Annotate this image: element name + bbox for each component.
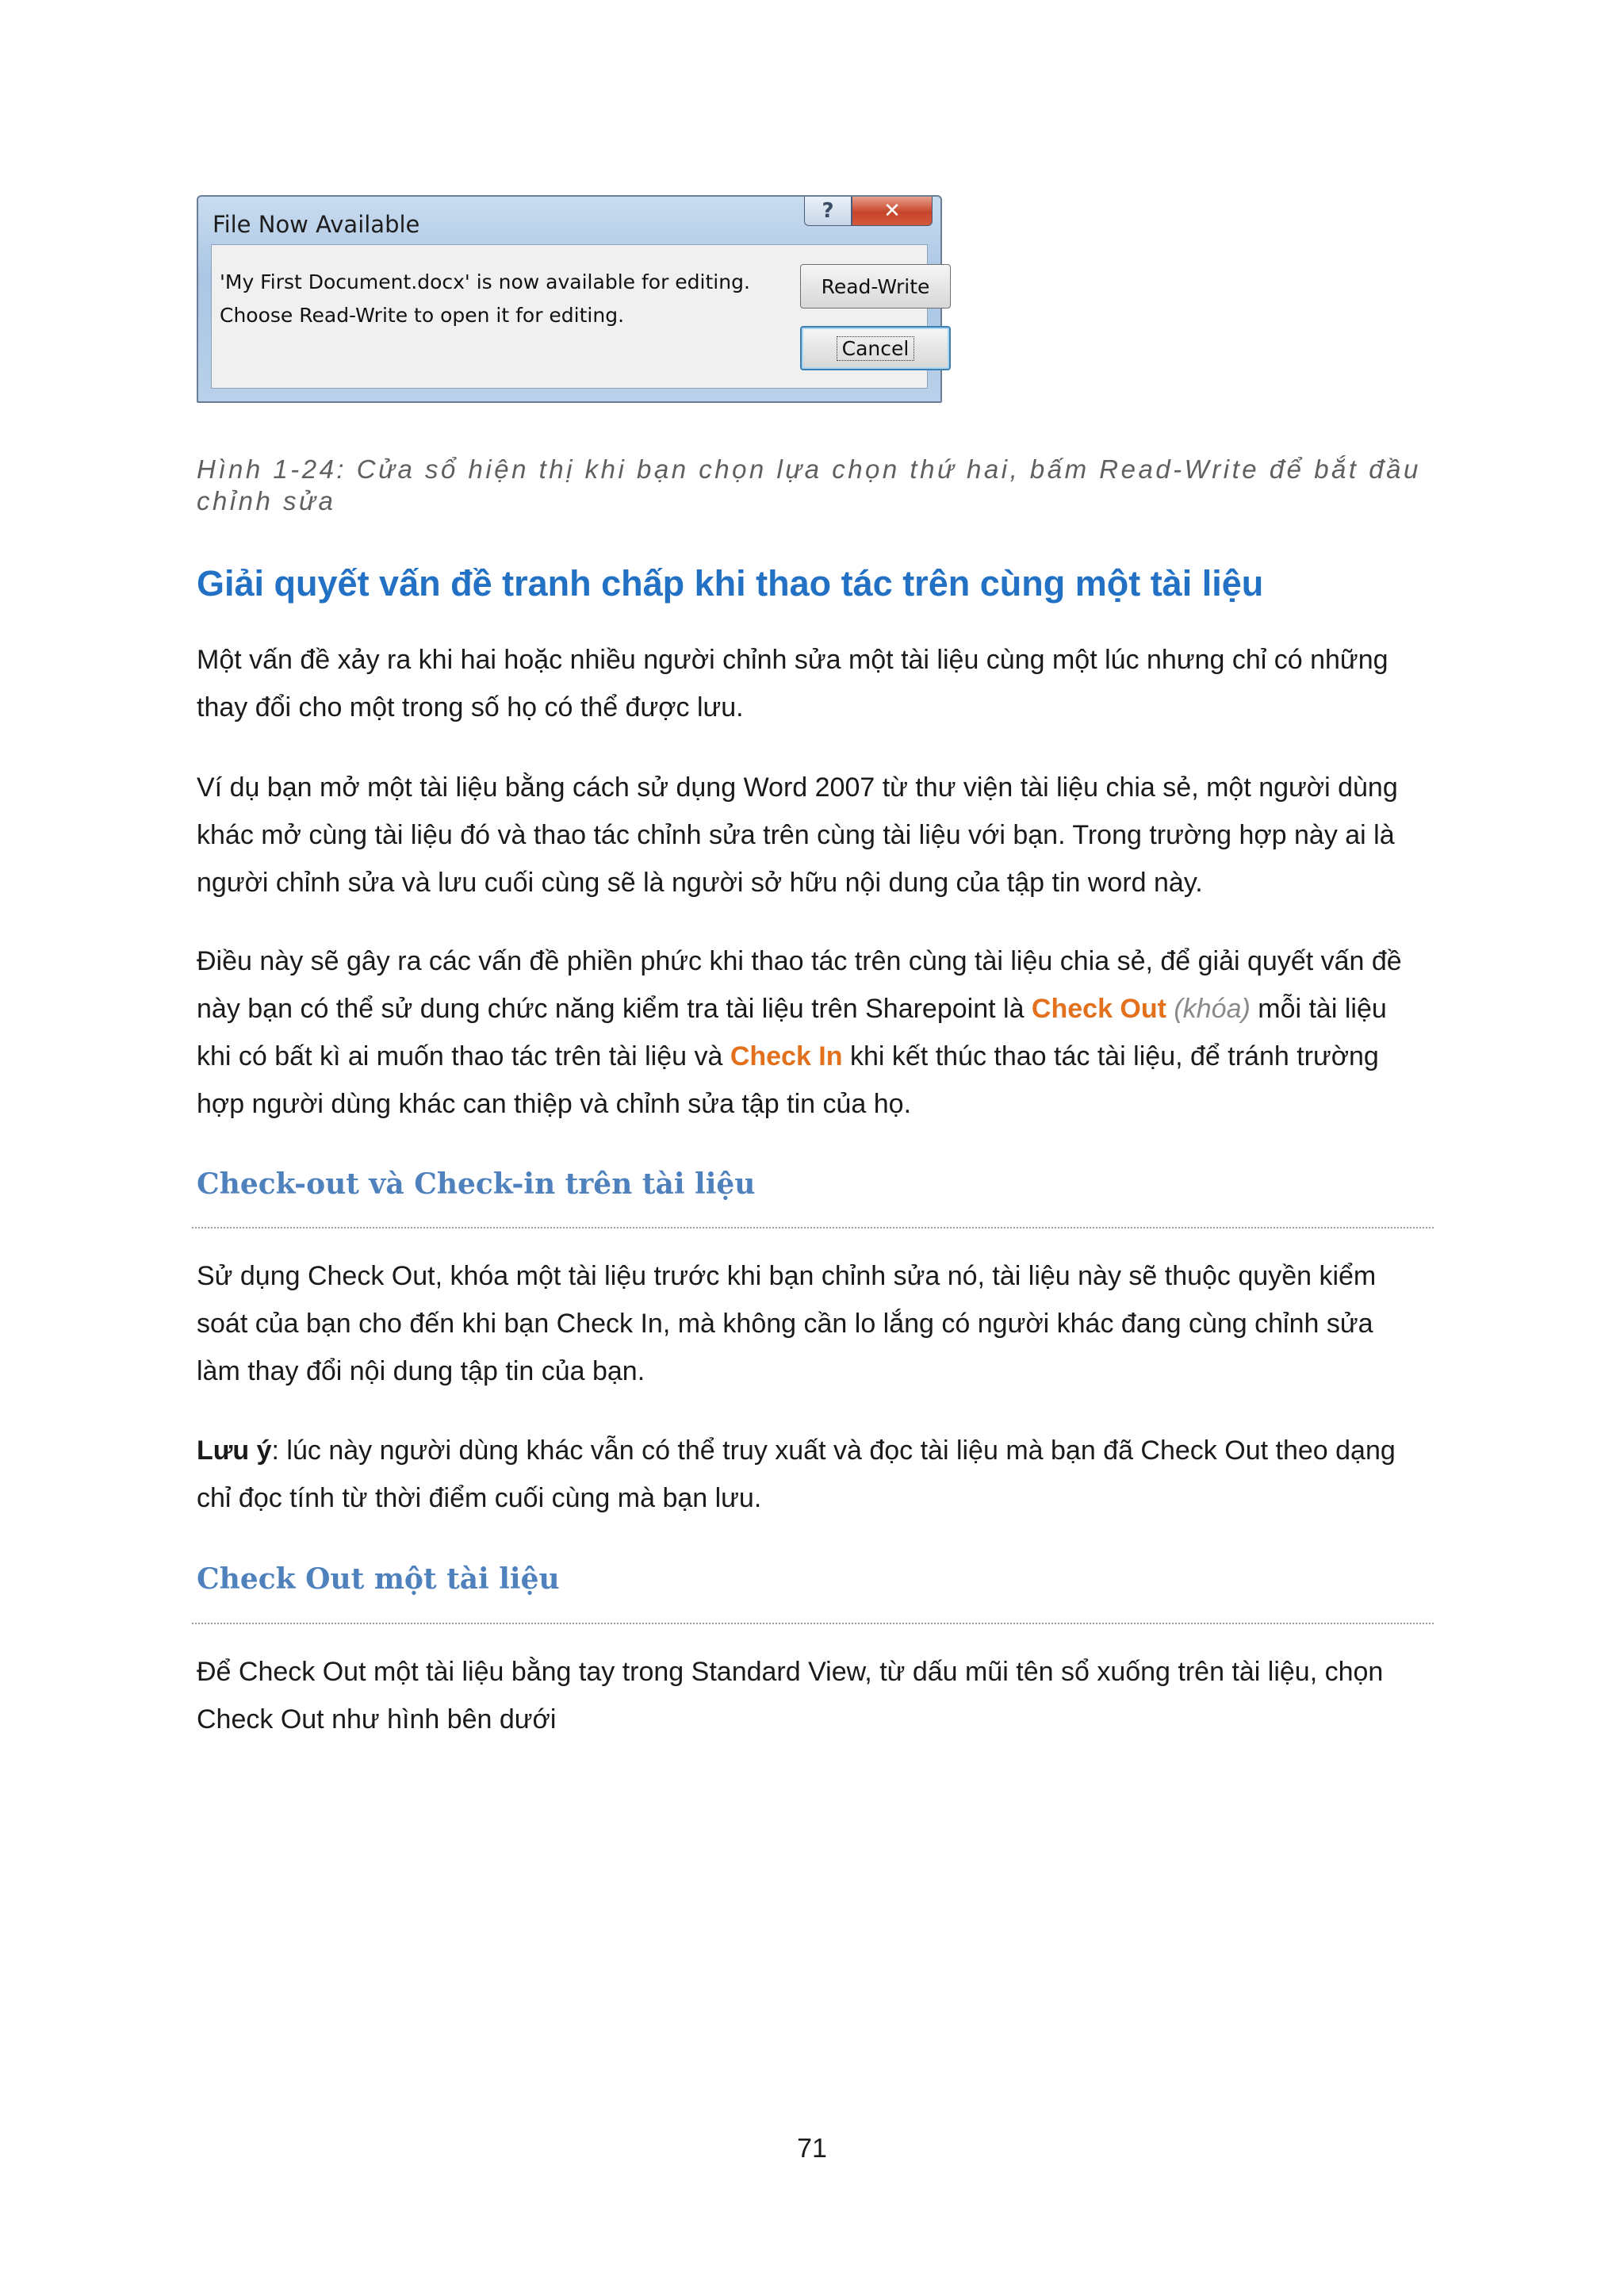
paragraph-line (197, 985, 1450, 1033)
heading-divider (192, 1227, 1434, 1228)
paragraph-line: hợp người dùng khác can thiệp và chỉnh sửa tập tin của họ. (197, 1089, 912, 1119)
paragraph-1 (197, 636, 1450, 731)
khoa-term: (khóa) (1174, 994, 1251, 1024)
page-number: 71 (797, 2133, 827, 2164)
paragraph-5 (197, 1648, 1450, 1743)
file-now-available-dialog (197, 195, 942, 403)
paragraph-line: Để Check Out một tài liệu bằng tay trong Standard View, từ dấu mũi tên sổ xuống trên tài liệu, chọn (197, 1657, 1384, 1687)
dialog-title: File Now Available (213, 211, 420, 238)
dialog-client-area (211, 244, 928, 389)
paragraph-line: làm thay đổi nội dung tập tin của bạn. (197, 1356, 645, 1386)
paragraph-line: Điều này sẽ gây ra các vấn đề phiền phức khi thao tác trên cùng tài liệu chia sẻ, để giải quyết vấn đề (197, 946, 1402, 976)
dialog-message-line-1: 'My First Document.docx' is now available for editing. (220, 270, 750, 293)
text-run: khi có bất kì ai muốn thao tác trên tài liệu và (197, 1041, 730, 1071)
subheading-check-out-document: Check Out một tài liệu (197, 1562, 560, 1596)
check-in-term: Check In (730, 1041, 843, 1071)
paragraph-line: người chỉnh sửa và lưu cuối cùng sẽ là người sở hữu nội dung của tập tin word này. (197, 868, 1203, 898)
paragraph-line: soát của bạn cho đến khi bạn Check In, mà không cần lo lắng có người khác đang cùng chỉnh sửa (197, 1309, 1373, 1339)
text-run: này bạn có thể sử dung chức năng kiểm tra tài liệu trên Sharepoint là (197, 994, 1032, 1024)
subheading-check-out-check-in: Check-out và Check-in trên tài liệu (197, 1167, 756, 1201)
title-bar-buttons (804, 197, 933, 228)
help-icon[interactable]: ? (804, 197, 852, 226)
cancel-button-label: Cancel (837, 337, 914, 360)
paragraph-2 (197, 764, 1450, 907)
dialog-message-line-2: Choose Read-Write to open it for editing. (220, 304, 625, 327)
note-paragraph (197, 1427, 1450, 1522)
paragraph-line: khác mở cùng tài liệu đó và thao tác chỉnh sửa trên cùng tài liệu với bạn. Trong trường hợp này ai là (197, 820, 1395, 850)
text-run: : lúc này người dùng khác vẫn có thể truy xuất và đọc tài liệu mà bạn đã Check Out theo dạng (271, 1435, 1396, 1466)
close-icon[interactable]: ✕ (852, 197, 933, 226)
read-write-button[interactable]: Read-Write (800, 264, 951, 309)
paragraph-4 (197, 1252, 1450, 1395)
paragraph-line: Check Out như hình bên dưới (197, 1704, 557, 1734)
paragraph-line (197, 1427, 1450, 1474)
paragraph-line: Một vấn đề xảy ra khi hai hoặc nhiều người chỉnh sửa một tài liệu cùng một lúc nhưng chỉ có những (197, 645, 1388, 675)
dialog-message (220, 266, 750, 332)
paragraph-3 (197, 937, 1450, 1128)
text-run: khi kết thúc thao tác tài liệu, để tránh trường (842, 1041, 1379, 1071)
paragraph-line: Sử dụng Check Out, khóa một tài liệu trước khi bạn chỉnh sửa nó, tài liệu này sẽ thuộc quyền kiểm (197, 1261, 1377, 1291)
figure-caption: Hình 1-24: Cửa sổ hiện thị khi bạn chọn lựa chọn thứ hai, bấm Read-Write để bắt đầu chỉnh sửa (197, 454, 1421, 516)
paragraph-line: chỉ đọc tính từ thời điểm cuối cùng mà bạn lưu. (197, 1483, 762, 1513)
paragraph-line: thay đổi cho một trong số họ có thể được lưu. (197, 692, 744, 723)
paragraph-line: Ví dụ bạn mở một tài liệu bằng cách sử dụng Word 2007 từ thư viện tài liệu chia sẻ, một người dùng (197, 772, 1398, 803)
text-run: mỗi tài liệu (1250, 994, 1387, 1024)
section-heading: Giải quyết vấn đề tranh chấp khi thao tác trên cùng một tài liệu (197, 563, 1264, 604)
check-out-term: Check Out (1031, 994, 1166, 1024)
heading-divider (192, 1623, 1434, 1624)
paragraph-line (197, 1033, 1450, 1080)
note-label: Lưu ý (197, 1435, 272, 1466)
cancel-button[interactable] (800, 326, 951, 370)
